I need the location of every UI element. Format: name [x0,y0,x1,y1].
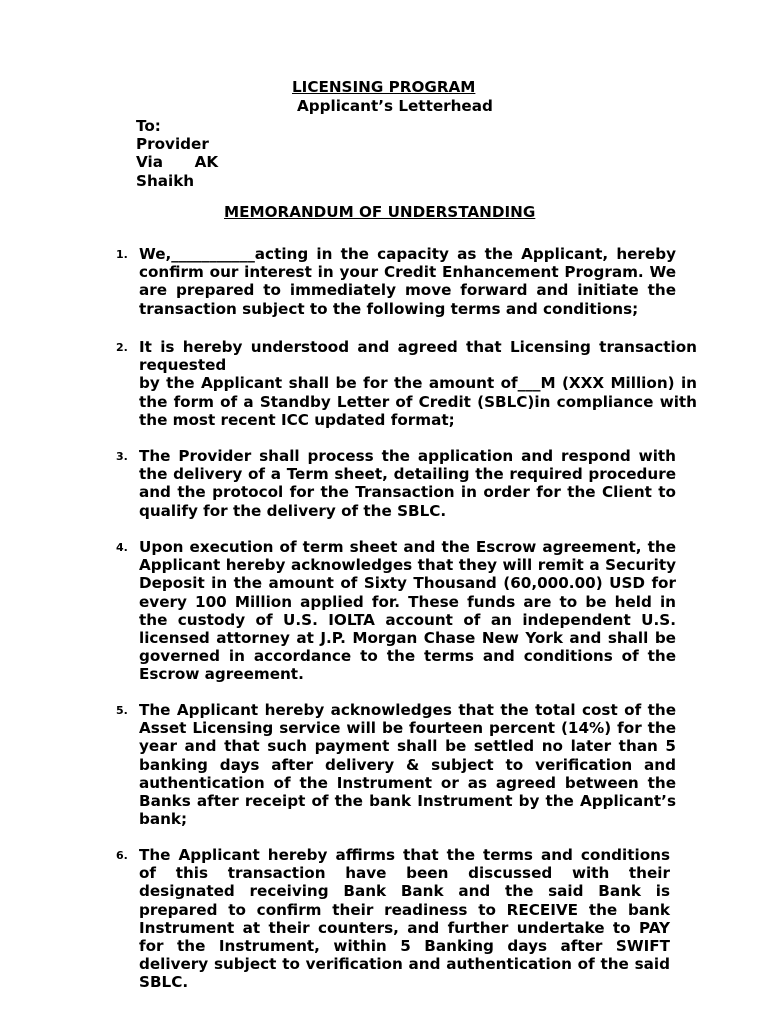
item-text: The Applicant hereby acknowledges that the total cost of the Asset Licensing service will be fourteen percent (14%) for the year and that such payment shall be settled no later than 5 banking days after delivery & subject to verification and authentication of the Instrument or as agreed between the Banks after receipt of the bank Instrument by the Applicant’s bank; [139,701,676,829]
item-number: 2. [116,341,128,354]
item-text: We,___________acting in the capacity as the Applicant, hereby confirm our interest in your Credit Enhancement Program. We are prepared to immediately move forward and initiate the transaction subject to the following terms and conditions; [139,245,676,318]
item-number: 5. [116,704,128,717]
item-number: 3. [116,450,128,463]
item-text: It is hereby understood and agreed that Licensing transaction requested by the Applicant shall be for the amount of___M (XXX Million) in the form of a Standby Letter of Credit (SBLC)in compliance with the most recent ICC updated format; [139,338,697,429]
item-text: The Applicant hereby affirms that the terms and conditions of this transaction have been discussed with their designated receiving Bank Bank and the said Bank is prepared to confirm their readiness to RECEIVE the bank Instrument at their counters, and further undertake to PAY for the Instrument, within 5 Banking days after SWIFT delivery subject to verification and authentication of the said SBLC. [139,846,670,992]
item-number: 6. [116,849,128,862]
item-number: 1. [116,248,128,261]
document-title: LICENSING PROGRAM [292,78,476,96]
address-via: Via AK [136,153,219,172]
letterhead-label: Applicant’s Letterhead [297,97,493,115]
item-text: The Provider shall process the application and respond with the delivery of a Term sheet, detailing the required procedure and the protocol for the Transaction in order for the Client to qualify for the delivery of the SBLC. [139,447,676,520]
address-to: To: [136,117,161,135]
address-provider: Provider [136,135,209,154]
mou-heading: MEMORANDUM OF UNDERSTANDING [224,203,536,221]
item-text: Upon execution of term sheet and the Escrow agreement, the Applicant hereby acknowledges that they will remit a Security Deposit in the amount of Sixty Thousand (60,000.00) USD for every 100 Million applied for. These funds are to be held in the custody of U.S. IOLTA account of an independent U.S. licensed attorney at J.P. Morgan Chase New York and shall be governed in accordance to the terms and conditions of the Escrow agreement. [139,538,676,684]
item-number: 4. [116,541,128,554]
address-block [136,117,218,190]
address-name: Shaikh [136,171,195,190]
